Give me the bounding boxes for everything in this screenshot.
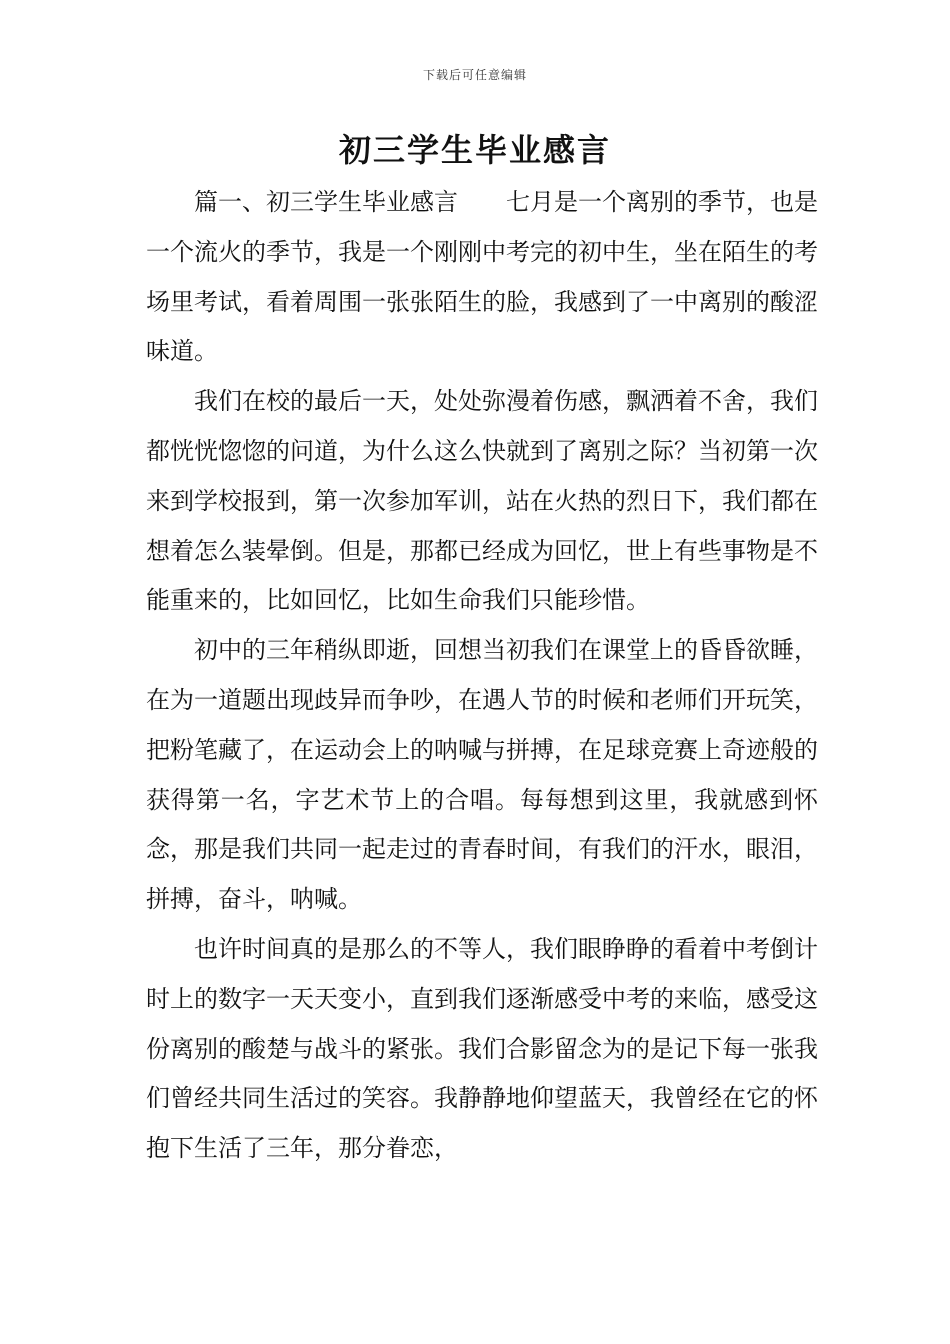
header-note: 下载后可任意编辑 (422, 68, 527, 82)
paragraph-2: 我们在校的最后一天，处处弥漫着伤感，飘洒着不舍，我们都恍恍惚惚的问道，为什么这么快就到了离别之际？当初第一次来到学校报到，第一次参加军训，站在火热的烈日下，我们都在想着怎么装晕倒。但是，那都已经成为回忆，世上有些事物是不能重来的，比如回忆，比如生命我们只能珍惜。 (146, 387, 818, 615)
paragraph-3: 初中的三年稍纵即逝，回想当初我们在课堂上的昏昏欲睡，在为一道题出现歧异而争吵，在遇人节的时候和老师们开玩笑，把粉笔藏了，在运动会上的呐喊与拼搏，在足球竞赛上奇迹般的获得第一名，字艺术节上的合唱。每每想到这里，我就感到怀念，那是我们共同一起走过的青春时间，有我们的汗水，眼泪，拼搏，奋斗，呐喊。 (146, 636, 818, 914)
document-body (146, 178, 818, 1174)
paragraph-4: 也许时间真的是那么的不等人，我们眼睁睁的看着中考倒计时上的数字一天天变小，直到我们逐渐感受中考的来临，感受这份离别的酸楚与战斗的紧张。我们合影留念为的是记下每一张我们曾经共同生活过的笑容。我静静地仰望蓝天，我曾经在它的怀抱下生活了三年，那分眷恋， (146, 934, 818, 1163)
document-title: 初三学生毕业感言 (338, 131, 611, 169)
paragraph-1: 篇一、初三学生毕业感言 七月是一个离别的季节，也是一个流火的季节，我是一个刚刚中考完的初中生，坐在陌生的考场里考试，看着周围一张张陌生的脸，我感到了一中离别的酸涩味道。 (146, 188, 818, 366)
